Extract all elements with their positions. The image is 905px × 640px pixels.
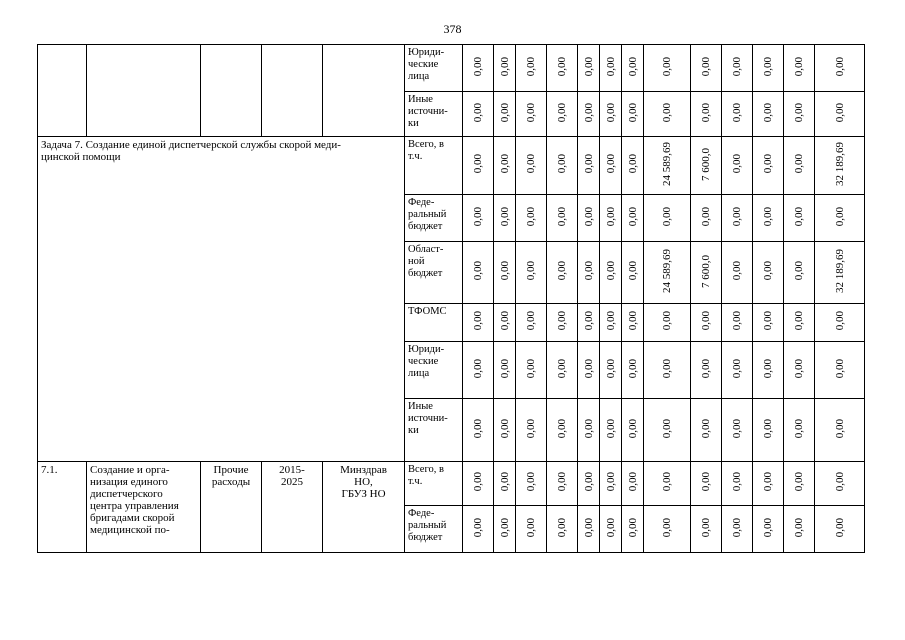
value-text: 0,00 <box>525 517 537 538</box>
value-cell <box>722 92 753 137</box>
value-cell <box>463 506 494 553</box>
value-text: 0,00 <box>604 102 617 123</box>
value-cell <box>622 462 644 506</box>
value-text: 0,00 <box>472 472 484 492</box>
value-text: 0,00 <box>626 358 639 379</box>
value-cell <box>494 45 516 92</box>
value-cell <box>494 399 516 462</box>
value-text: 0,00 <box>731 311 743 331</box>
value-text: 0,00 <box>661 418 673 439</box>
value-text: 0,00 <box>793 102 805 123</box>
value-cell <box>722 242 753 304</box>
funding-source: Област- ной бюджет <box>405 242 463 304</box>
value-cell <box>644 399 691 462</box>
value-cell <box>753 45 784 92</box>
measure-name-cell <box>87 45 201 137</box>
value-cell <box>547 195 578 242</box>
value-text: 0,00 <box>556 206 568 227</box>
value-text: 0,00 <box>604 311 617 331</box>
value-cell <box>578 304 600 342</box>
value-text: 0,00 <box>661 56 673 77</box>
value-text: 0,00 <box>582 154 595 174</box>
value-text: 0,00 <box>793 358 805 379</box>
value-cell <box>622 342 644 399</box>
value-text: 0,00 <box>472 311 484 331</box>
value-text: 0,00 <box>700 311 712 331</box>
value-text: 0,00 <box>626 418 639 439</box>
value-text: 0,00 <box>762 154 774 174</box>
value-text: 0,00 <box>472 154 484 174</box>
value-text: 0,00 <box>582 261 595 281</box>
value-cell <box>784 462 815 506</box>
value-cell <box>600 399 622 462</box>
value-text: 0,00 <box>700 517 712 538</box>
value-cell <box>722 506 753 553</box>
value-cell <box>644 92 691 137</box>
value-cell <box>753 137 784 195</box>
value-text: 0,00 <box>731 418 743 439</box>
value-text: 0,00 <box>762 261 774 281</box>
value-text: 0,00 <box>661 311 673 331</box>
value-text: 0,00 <box>833 358 846 379</box>
value-cell <box>463 304 494 342</box>
value-text: 0,00 <box>833 418 846 439</box>
value-text: 0,00 <box>731 102 743 123</box>
value-cell <box>578 92 600 137</box>
value-text: 0,00 <box>556 261 568 281</box>
value-text: 0,00 <box>604 418 617 439</box>
value-cell <box>691 304 722 342</box>
value-cell <box>547 342 578 399</box>
value-cell <box>722 304 753 342</box>
value-text: 0,00 <box>498 311 511 331</box>
value-text: 0,00 <box>793 154 805 174</box>
value-cell <box>622 137 644 195</box>
funding-source: Юриди- ческие лица <box>405 45 463 92</box>
value-text: 24 589,69 <box>661 142 673 186</box>
value-cell <box>622 92 644 137</box>
funding-source: Юриди- ческие лица <box>405 342 463 399</box>
value-text: 0,00 <box>731 517 743 538</box>
value-text: 0,00 <box>731 472 743 492</box>
value-cell <box>516 242 547 304</box>
value-cell <box>516 342 547 399</box>
value-text: 0,00 <box>556 154 568 174</box>
table-row <box>38 137 865 195</box>
funding-source: ТФОМС <box>405 304 463 342</box>
value-cell <box>600 304 622 342</box>
value-text: 0,00 <box>556 311 568 331</box>
value-text: 0,00 <box>582 102 595 123</box>
value-cell <box>547 92 578 137</box>
value-text: 0,00 <box>525 56 537 77</box>
value-cell <box>722 462 753 506</box>
value-cell <box>600 506 622 553</box>
value-text: 0,00 <box>556 358 568 379</box>
value-text: 7 600,0 <box>700 254 712 288</box>
value-cell <box>644 195 691 242</box>
value-text: 0,00 <box>833 102 846 123</box>
value-text: 0,00 <box>700 102 712 123</box>
value-text: 0,00 <box>661 517 673 538</box>
value-cell <box>547 137 578 195</box>
value-cell <box>622 506 644 553</box>
row-number-cell <box>38 45 87 137</box>
value-cell <box>644 342 691 399</box>
value-text: 0,00 <box>731 358 743 379</box>
value-cell <box>516 92 547 137</box>
value-text: 0,00 <box>472 358 484 379</box>
value-cell <box>494 195 516 242</box>
value-cell <box>516 462 547 506</box>
value-cell <box>622 399 644 462</box>
value-cell <box>516 304 547 342</box>
value-text: 0,00 <box>525 154 537 174</box>
value-cell <box>578 242 600 304</box>
value-text: 0,00 <box>762 472 774 492</box>
value-text: 0,00 <box>472 261 484 281</box>
value-cell <box>547 506 578 553</box>
value-text: 0,00 <box>498 418 511 439</box>
value-text: 0,00 <box>604 206 617 227</box>
value-cell <box>815 399 865 462</box>
value-text: 0,00 <box>626 311 639 331</box>
value-cell <box>516 506 547 553</box>
value-text: 0,00 <box>582 358 595 379</box>
value-cell <box>578 195 600 242</box>
value-cell <box>547 462 578 506</box>
value-text: 0,00 <box>793 56 805 77</box>
value-text: 0,00 <box>525 418 537 439</box>
value-cell <box>815 506 865 553</box>
value-cell <box>691 45 722 92</box>
value-cell <box>784 92 815 137</box>
expense-type: Прочие расходы <box>201 462 262 553</box>
value-text: 0,00 <box>525 358 537 379</box>
value-cell <box>622 304 644 342</box>
value-cell <box>644 462 691 506</box>
value-cell <box>815 45 865 92</box>
value-cell <box>691 195 722 242</box>
value-text: 0,00 <box>498 206 511 227</box>
value-cell <box>784 304 815 342</box>
value-text: 0,00 <box>604 472 617 492</box>
value-text: 0,00 <box>626 154 639 174</box>
value-text: 0,00 <box>556 418 568 439</box>
value-cell <box>494 506 516 553</box>
value-cell <box>784 242 815 304</box>
value-text: 0,00 <box>731 56 743 77</box>
value-cell <box>815 242 865 304</box>
funding-source: Всего, в т.ч. <box>405 137 463 195</box>
value-text: 0,00 <box>525 472 537 492</box>
value-text: 0,00 <box>472 418 484 439</box>
value-text: 0,00 <box>498 358 511 379</box>
value-text: 0,00 <box>626 472 639 492</box>
period-cell <box>262 45 323 137</box>
value-text: 0,00 <box>626 56 639 77</box>
value-cell <box>463 342 494 399</box>
value-text: 0,00 <box>604 358 617 379</box>
value-text: 0,00 <box>661 102 673 123</box>
period: 2015- 2025 <box>262 462 323 553</box>
value-cell <box>463 195 494 242</box>
value-cell <box>644 304 691 342</box>
value-cell <box>815 304 865 342</box>
value-cell <box>578 137 600 195</box>
value-cell <box>578 399 600 462</box>
value-text: 0,00 <box>833 472 846 492</box>
value-text: 0,00 <box>833 517 846 538</box>
value-cell <box>600 242 622 304</box>
value-cell <box>784 399 815 462</box>
value-cell <box>463 242 494 304</box>
value-cell <box>644 506 691 553</box>
value-text: 0,00 <box>472 206 484 227</box>
value-text: 0,00 <box>626 206 639 227</box>
value-cell <box>784 137 815 195</box>
value-text: 0,00 <box>731 261 743 281</box>
value-cell <box>644 45 691 92</box>
value-cell <box>578 462 600 506</box>
value-cell <box>753 92 784 137</box>
value-text: 0,00 <box>498 56 511 77</box>
value-cell <box>722 342 753 399</box>
value-cell <box>753 195 784 242</box>
value-cell <box>494 304 516 342</box>
value-cell <box>578 342 600 399</box>
value-cell <box>753 304 784 342</box>
value-text: 0,00 <box>626 102 639 123</box>
value-cell <box>691 506 722 553</box>
value-text: 0,00 <box>498 517 511 538</box>
value-text: 0,00 <box>731 154 743 174</box>
value-cell <box>600 92 622 137</box>
value-text: 0,00 <box>525 261 537 281</box>
value-text: 0,00 <box>498 472 511 492</box>
value-cell <box>691 242 722 304</box>
value-text: 0,00 <box>700 56 712 77</box>
value-text: 0,00 <box>762 56 774 77</box>
table-row <box>38 462 865 506</box>
item-number: 7.1. <box>38 462 87 553</box>
value-text: 0,00 <box>762 418 774 439</box>
value-cell <box>547 242 578 304</box>
value-text: 0,00 <box>762 311 774 331</box>
value-cell <box>784 342 815 399</box>
value-text: 0,00 <box>700 472 712 492</box>
value-text: 0,00 <box>793 311 805 331</box>
value-cell <box>691 342 722 399</box>
value-text: 0,00 <box>762 102 774 123</box>
funding-source: Феде- ральный бюджет <box>405 195 463 242</box>
value-cell <box>815 92 865 137</box>
value-cell <box>753 506 784 553</box>
value-text: 0,00 <box>762 358 774 379</box>
value-cell <box>722 137 753 195</box>
value-cell <box>784 45 815 92</box>
value-text: 0,00 <box>498 261 511 281</box>
value-text: 0,00 <box>582 517 595 538</box>
value-cell <box>516 399 547 462</box>
value-cell <box>516 45 547 92</box>
value-text: 0,00 <box>626 517 639 538</box>
value-cell <box>815 342 865 399</box>
value-text: 0,00 <box>700 418 712 439</box>
value-cell <box>784 195 815 242</box>
value-cell <box>622 195 644 242</box>
value-cell <box>547 304 578 342</box>
value-cell <box>494 137 516 195</box>
value-text: 0,00 <box>833 206 846 227</box>
value-cell <box>547 399 578 462</box>
executor: Минздрав НО, ГБУЗ НО <box>323 462 405 553</box>
value-text: 0,00 <box>525 102 537 123</box>
value-text: 24 589,69 <box>661 249 673 293</box>
value-text: 0,00 <box>556 56 568 77</box>
value-text: 0,00 <box>700 358 712 379</box>
value-text: 0,00 <box>793 261 805 281</box>
value-text: 0,00 <box>525 311 537 331</box>
value-text: 0,00 <box>582 206 595 227</box>
value-cell <box>494 92 516 137</box>
value-cell <box>516 137 547 195</box>
funding-source: Иные источни- ки <box>405 92 463 137</box>
value-cell <box>644 242 691 304</box>
value-cell <box>622 45 644 92</box>
value-text: 0,00 <box>700 206 712 227</box>
value-cell <box>463 137 494 195</box>
value-cell <box>691 399 722 462</box>
value-text: 0,00 <box>604 261 617 281</box>
value-cell <box>600 137 622 195</box>
value-text: 0,00 <box>661 206 673 227</box>
budget-table <box>37 44 865 553</box>
table-row <box>38 45 865 92</box>
value-cell <box>753 342 784 399</box>
value-cell <box>753 462 784 506</box>
value-text: 0,00 <box>472 517 484 538</box>
value-text: 0,00 <box>793 206 805 227</box>
value-cell <box>784 506 815 553</box>
value-text: 0,00 <box>525 206 537 227</box>
funding-source: Всего, в т.ч. <box>405 462 463 506</box>
expense-type-cell <box>201 45 262 137</box>
value-cell <box>600 462 622 506</box>
value-cell <box>600 342 622 399</box>
value-text: 0,00 <box>793 517 805 538</box>
value-text: 0,00 <box>582 472 595 492</box>
value-text: 32 189,69 <box>833 142 846 186</box>
value-cell <box>691 92 722 137</box>
value-text: 0,00 <box>731 206 743 227</box>
value-text: 0,00 <box>762 517 774 538</box>
value-cell <box>494 242 516 304</box>
value-text: 0,00 <box>833 311 846 331</box>
value-cell <box>494 462 516 506</box>
value-cell <box>463 399 494 462</box>
value-text: 32 189,69 <box>833 249 846 293</box>
value-cell <box>815 195 865 242</box>
value-cell <box>691 462 722 506</box>
value-text: 0,00 <box>582 418 595 439</box>
value-text: 0,00 <box>604 56 617 77</box>
value-cell <box>600 45 622 92</box>
value-text: 0,00 <box>472 56 484 77</box>
value-text: 0,00 <box>556 102 568 123</box>
value-cell <box>722 399 753 462</box>
value-cell <box>600 195 622 242</box>
page-number: 378 <box>443 22 462 36</box>
value-cell <box>463 462 494 506</box>
value-cell <box>622 242 644 304</box>
value-text: 0,00 <box>582 311 595 331</box>
item-name: Создание и орга- низация единого диспетчерского центра управления бригадами скорой медицинской по- <box>87 462 201 553</box>
value-text: 0,00 <box>604 154 617 174</box>
value-cell <box>578 506 600 553</box>
value-text: 0,00 <box>498 154 511 174</box>
value-cell <box>753 242 784 304</box>
value-text: 0,00 <box>556 472 568 492</box>
value-cell <box>815 462 865 506</box>
value-cell <box>644 137 691 195</box>
value-text: 0,00 <box>661 472 673 492</box>
value-cell <box>753 399 784 462</box>
value-cell <box>547 45 578 92</box>
value-text: 0,00 <box>582 56 595 77</box>
value-cell <box>815 137 865 195</box>
value-text: 0,00 <box>833 56 846 77</box>
value-cell <box>463 45 494 92</box>
value-text: 7 600,0 <box>700 147 712 181</box>
funding-source: Феде- ральный бюджет <box>405 506 463 553</box>
value-text: 0,00 <box>626 261 639 281</box>
executor-cell <box>323 45 405 137</box>
value-cell <box>722 45 753 92</box>
value-text: 0,00 <box>661 358 673 379</box>
value-text: 0,00 <box>604 517 617 538</box>
value-cell <box>494 342 516 399</box>
value-text: 0,00 <box>762 206 774 227</box>
value-cell <box>463 92 494 137</box>
value-text: 0,00 <box>472 102 484 123</box>
value-cell <box>722 195 753 242</box>
value-text: 0,00 <box>498 102 511 123</box>
task-title: Задача 7. Создание единой диспетчерской службы скорой меди- цинской помощи <box>38 137 405 462</box>
value-cell <box>578 45 600 92</box>
value-cell <box>691 137 722 195</box>
value-text: 0,00 <box>556 517 568 538</box>
value-text: 0,00 <box>793 472 805 492</box>
funding-source: Иные источни- ки <box>405 399 463 462</box>
value-cell <box>516 195 547 242</box>
value-text: 0,00 <box>793 418 805 439</box>
